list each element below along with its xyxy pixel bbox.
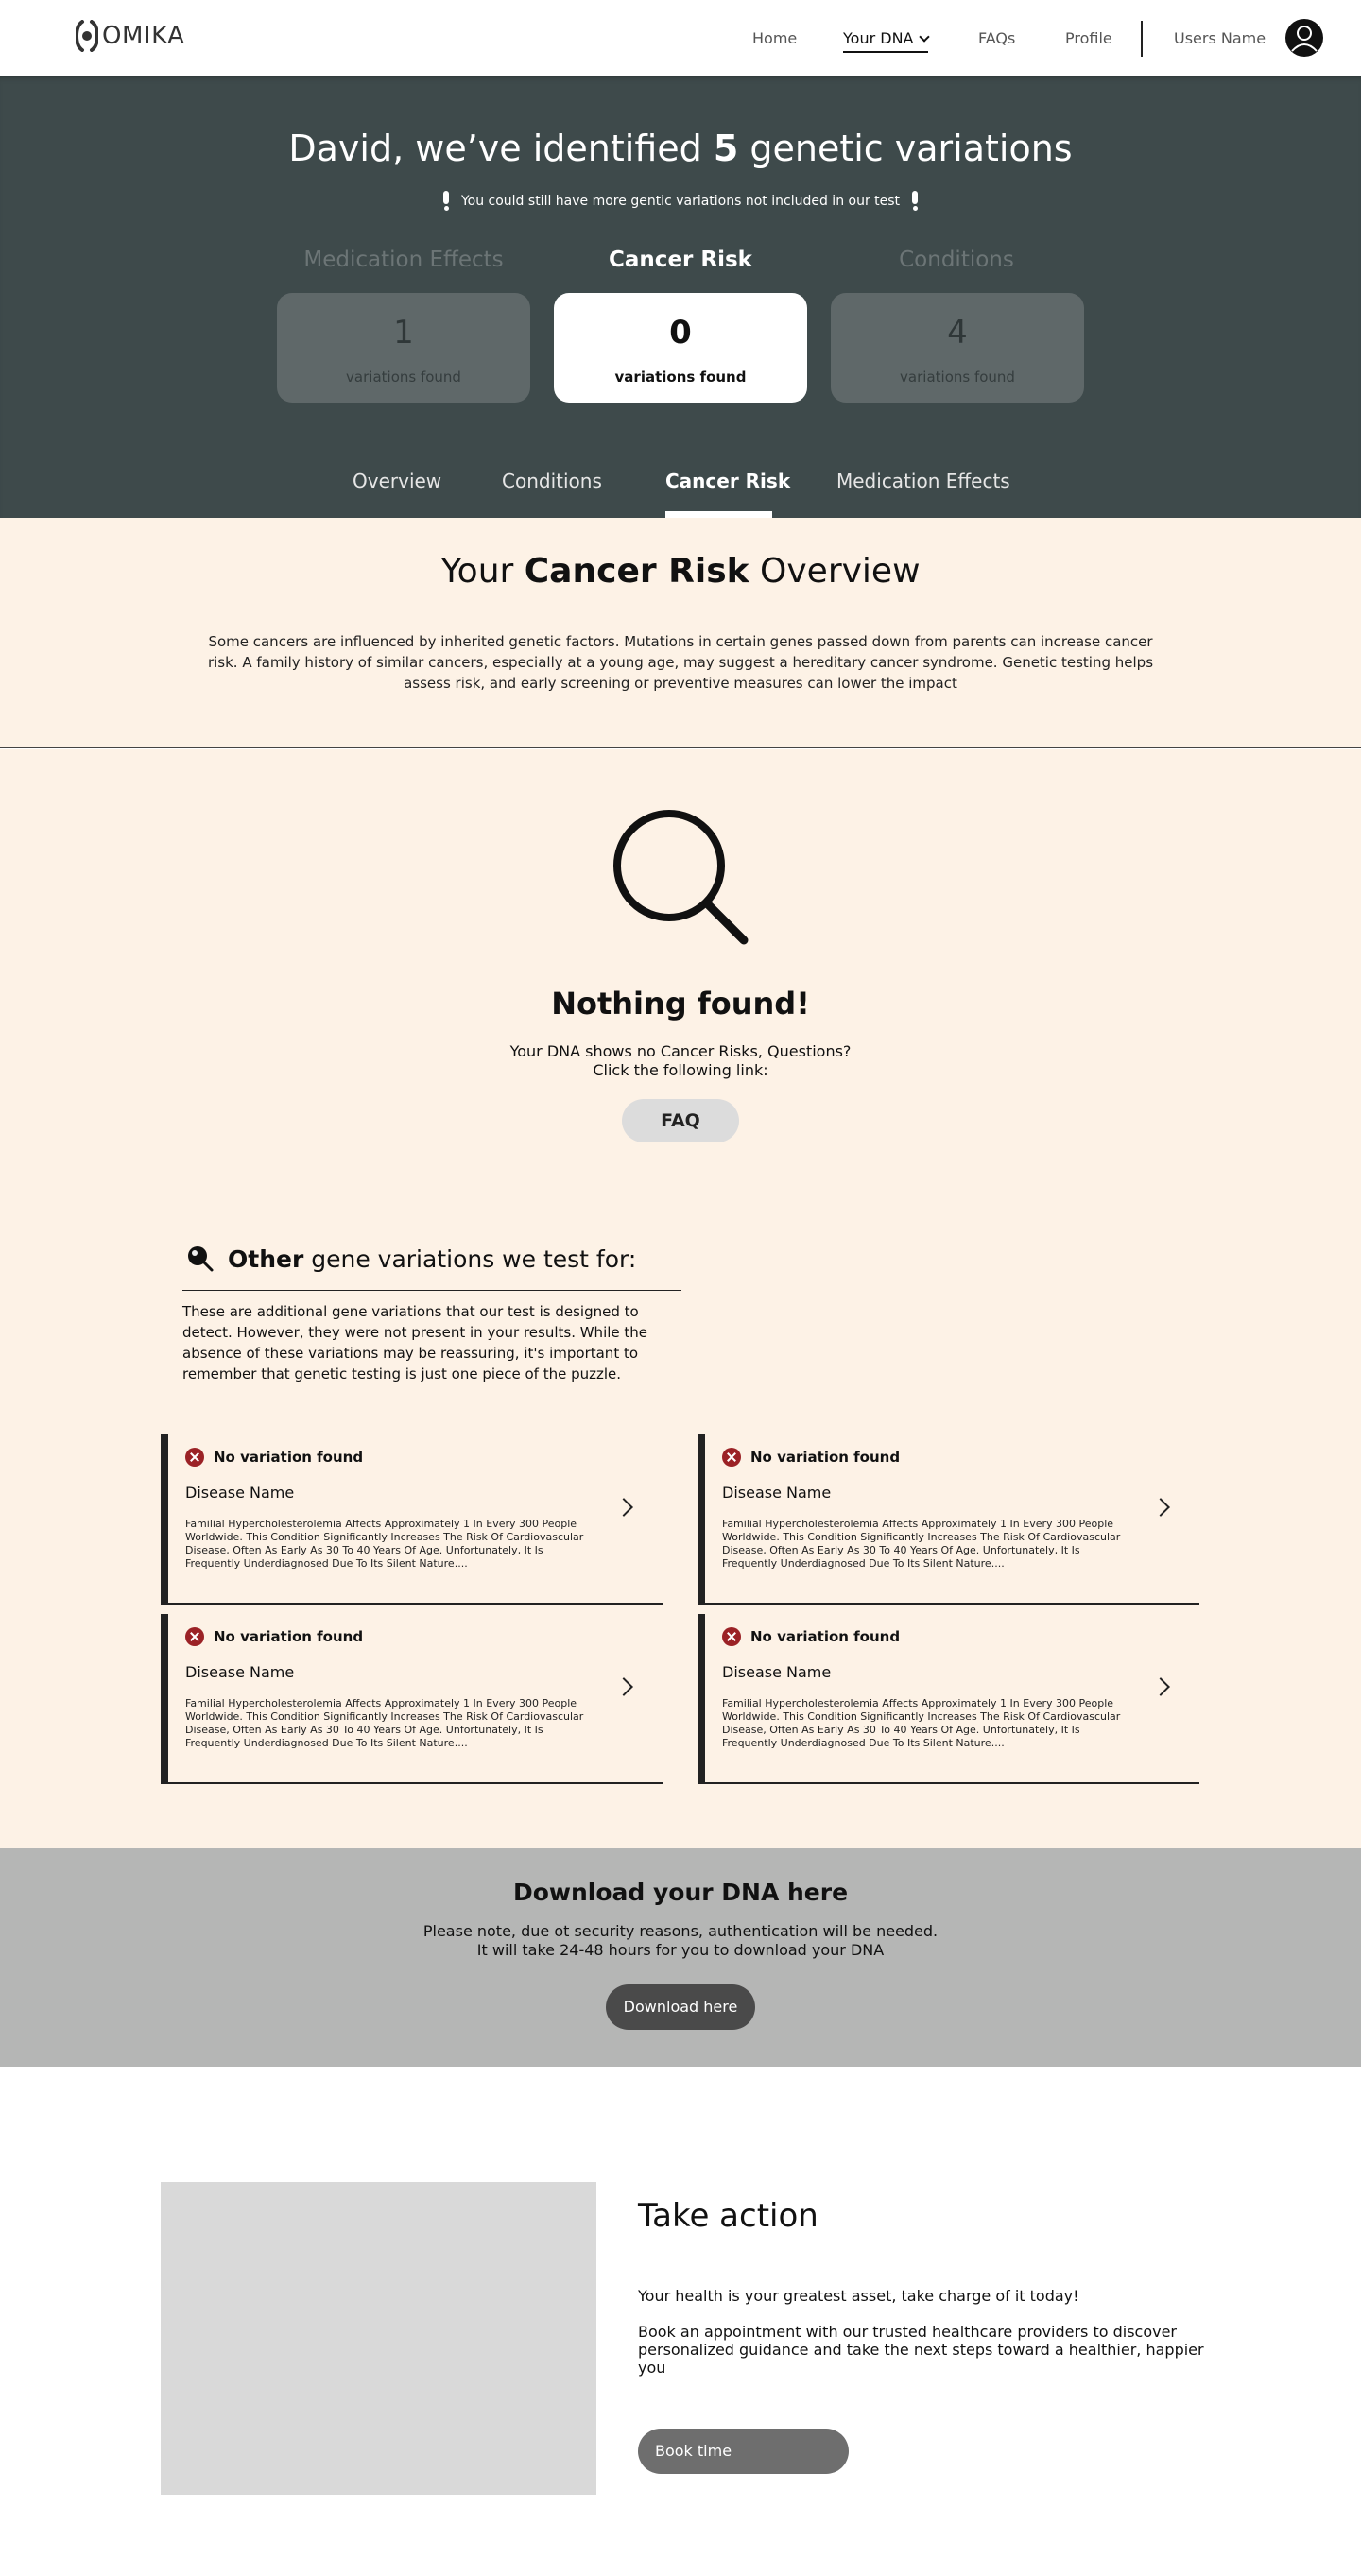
error-icon (722, 1448, 741, 1467)
variation-card[interactable] (698, 1614, 1199, 1784)
disease-name: Disease Name (185, 1663, 295, 1681)
tab-medication-effects[interactable]: Medication Effects (836, 470, 1010, 492)
take-action-description: Book an appointment with our trusted healthcare providers to discover personalized guidance and take the next steps toward a healthier, happier you (638, 2323, 1204, 2377)
overview-title-bold: Cancer Risk (524, 552, 749, 591)
disease-description: Familial Hypercholesterolemia Affects Approximately 1 In Every 300 People Worldwide. This Condition Significantly Increases The Risk Of Cardiovascular Disease, Often As Early As 30 To 40 Years Of Age. Unfortunately, It Is Frequently Underdiagnosed Due To Its Silent Nature.... (722, 1697, 1121, 1749)
hero-note-text: You could still have more gentic variations not included in our test (460, 194, 901, 209)
variation-count: 5 (713, 128, 739, 169)
variation-status (722, 1448, 900, 1467)
variation-status-text: No variation found (214, 1628, 364, 1645)
error-icon (722, 1627, 741, 1646)
hero-title-suffix: genetic variations (738, 128, 1073, 169)
take-action-text: Your health is your greatest asset, take charge of it today! (638, 2287, 1079, 2305)
active-tab-indicator (665, 511, 772, 518)
chevron-right-icon[interactable] (614, 1677, 633, 1696)
exclamation-icon (442, 191, 450, 212)
disease-description: Familial Hypercholesterolemia Affects Approximately 1 In Every 300 People Worldwide. This Condition Significantly Increases The Risk Of Cardiovascular Disease, Often As Early As 30 To 40 Years Of Age. Unfortunately, It Is Frequently Underdiagnosed Due To Its Silent Nature.... (722, 1518, 1121, 1570)
stat-label-cancer: Cancer Risk (609, 248, 752, 272)
logo[interactable] (76, 20, 184, 52)
avatar[interactable] (1285, 19, 1323, 57)
overview-title-prefix: Your (440, 552, 525, 591)
chevron-right-icon[interactable] (1151, 1498, 1170, 1517)
other-heading-rest: gene variations we test for: (303, 1245, 637, 1273)
nothing-found-line1: Your DNA shows no Cancer Risks, Questions? (509, 1042, 852, 1060)
nav-divider (1141, 21, 1143, 57)
stat-sub: variations found (346, 369, 461, 386)
nothing-found-text (0, 1042, 1361, 1080)
stat-value: 0 (669, 314, 692, 352)
overview-title-suffix: Overview (749, 552, 921, 591)
chevron-right-icon[interactable] (614, 1498, 633, 1517)
tab-overview[interactable]: Overview (353, 470, 442, 492)
error-icon (185, 1627, 204, 1646)
nothing-found-title: Nothing found! (551, 986, 810, 1022)
variation-card[interactable] (161, 1434, 663, 1605)
disease-name: Disease Name (185, 1484, 295, 1502)
user-icon (1285, 19, 1323, 57)
disease-name: Disease Name (722, 1484, 832, 1502)
overview-text: Some cancers are influenced by inherited genetic factors. Mutations in certain genes passed down from parents can increase cancer risk. A family history of similar cancers, especially at a young age, may suggest a hereditary cancer syndrome. Genetic testing helps assess risk, and early screening or preventive measures can lower the impact (207, 633, 1154, 692)
nav-faqs[interactable]: FAQs (978, 29, 1016, 47)
stat-card-medication[interactable] (277, 293, 530, 403)
hero-title (0, 128, 1361, 169)
stat-card-cancer[interactable] (554, 293, 807, 403)
chevron-right-icon[interactable] (1151, 1677, 1170, 1696)
download-line1: Please note, due ot security reasons, authentication will be needed. (422, 1922, 939, 1940)
stat-sub: variations found (614, 369, 747, 386)
stat-label-conditions: Conditions (899, 248, 1014, 272)
variation-status (185, 1627, 363, 1646)
search-icon (186, 1245, 215, 1273)
top-nav (0, 0, 1361, 76)
download-section (0, 1848, 1361, 2067)
variation-status (185, 1448, 363, 1467)
disease-description: Familial Hypercholesterolemia Affects Approximately 1 In Every 300 People Worldwide. This Condition Significantly Increases The Risk Of Cardiovascular Disease, Often As Early As 30 To 40 Years Of Age. Unfortunately, It Is Frequently Underdiagnosed Due To Its Silent Nature.... (185, 1518, 584, 1570)
stat-value: 1 (393, 314, 414, 352)
image-placeholder (161, 2182, 596, 2495)
stat-value: 4 (947, 314, 968, 352)
nav-your-dna[interactable] (843, 29, 928, 53)
logo-text: OMIKA (102, 22, 185, 50)
overview-title (0, 552, 1361, 591)
faq-button[interactable]: FAQ (622, 1099, 739, 1142)
download-line2: It will take 24-48 hours for you to download your DNA (476, 1941, 885, 1959)
take-action-title: Take action (638, 2197, 818, 2235)
nav-profile[interactable]: Profile (1065, 29, 1112, 47)
hero-section (0, 76, 1361, 518)
variation-status-text: No variation found (750, 1628, 901, 1645)
hero-title-prefix: David, we’ve identified (288, 128, 714, 169)
overview-section (0, 518, 1361, 748)
variation-status-text: No variation found (750, 1449, 901, 1466)
results-section (0, 749, 1361, 1848)
nothing-found-line2: Click the following link: (593, 1061, 768, 1079)
search-icon (611, 807, 752, 949)
variation-card[interactable] (161, 1614, 663, 1784)
exclamation-icon (911, 191, 919, 212)
nav-home[interactable]: Home (752, 29, 798, 47)
logo-icon (76, 20, 98, 52)
error-icon (185, 1448, 204, 1467)
stat-sub: variations found (900, 369, 1015, 386)
chevron-down-icon (920, 31, 930, 42)
other-variations-heading (186, 1245, 636, 1273)
nav-your-dna-label: Your DNA (843, 29, 914, 47)
disease-description: Familial Hypercholesterolemia Affects Approximately 1 In Every 300 People Worldwide. This Condition Significantly Increases The Risk Of Cardiovascular Disease, Often As Early As 30 To 40 Years Of Age. Unfortunately, It Is Frequently Underdiagnosed Due To Its Silent Nature.... (185, 1697, 584, 1749)
variation-status-text: No variation found (214, 1449, 364, 1466)
disease-name: Disease Name (722, 1663, 832, 1681)
tab-conditions[interactable]: Conditions (502, 470, 602, 492)
divider (182, 1290, 681, 1291)
tab-cancer-risk[interactable]: Cancer Risk (665, 470, 791, 492)
hero-note (0, 191, 1361, 212)
variation-card[interactable] (698, 1434, 1199, 1605)
nav-user-name[interactable]: Users Name (1174, 29, 1266, 47)
other-variations-text: These are additional gene variations that our test is designed to detect. However, they were not present in your results. While the absence of these variations may be reassuring, it's important to remember that genetic testing is just one piece of the puzzle. (182, 1303, 648, 1382)
other-heading-bold: Other (228, 1245, 304, 1273)
stat-card-conditions[interactable] (831, 293, 1084, 403)
book-time-button[interactable]: Book time (638, 2429, 849, 2474)
download-text (0, 1922, 1361, 1960)
download-button[interactable]: Download here (606, 1984, 755, 2030)
stat-label-medication: Medication Effects (303, 248, 504, 272)
other-heading-text (228, 1245, 636, 1273)
download-title: Download your DNA here (512, 1879, 849, 1906)
variation-status (722, 1627, 900, 1646)
